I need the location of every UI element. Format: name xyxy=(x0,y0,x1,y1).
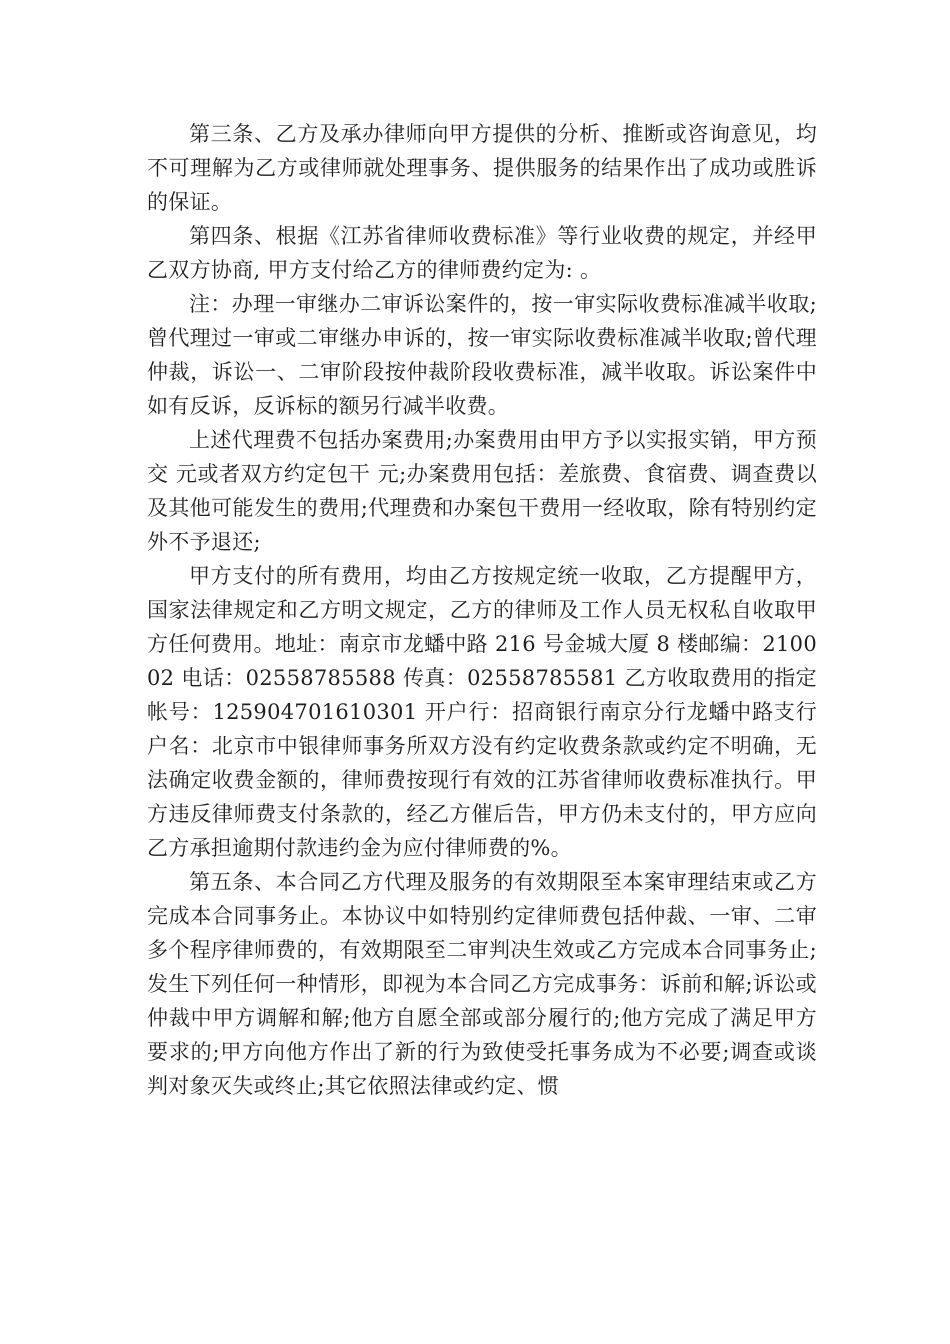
paragraph-article-4: 第四条、根据《江苏省律师收费标准》等行业收费的规定，并经甲乙双方协商, 甲方支付给乙方的律师费约定为: 。 xyxy=(147,224,817,282)
paragraph-article-5: 第五条、本合同乙方代理及服务的有效期限至本案审理结束或乙方完成本合同事务止。本协议中如特别约定律师费包括仲裁、一审、二审多个程序律师费的，有效期限至二审判决生效或乙方完成本合同事务止;发生下列任何一种情形，即视为本合同乙方完成事务：诉前和解;诉讼或仲裁中甲方调解和解;他方自愿全部或部分履行的;他方完成了满足甲方要求的;甲方向他方作出了新的行为致使受托事务成为不必要;调查或谈判对象灭失或终止;其它依照法律或约定、惯 xyxy=(147,870,817,1098)
paragraph-fee-collection: 甲方支付的所有费用，均由乙方按规定统一收取，乙方提醒甲方，国家法律规定和乙方明文规定，乙方的律师及工作人员无权私自收取甲方任何费用。地址：南京市龙蟠中路 216 号金城大厦 8 楼邮编：210002 电话：02558785588 传真：02558785581 乙方收取费用的指定帐号：125904701610301 开户行：招商银行南京分行龙蟠中路支行户名：北京市中银律师事务所双方没有约定收费条款或约定不明确，无法确定收费金额的，律师费按现行有效的江苏省律师收费标准执行。甲方违反律师费支付条款的，经乙方催后告，甲方仍未支付的，甲方应向乙方承担逾期付款违约金为应付律师费的%。 xyxy=(147,564,817,860)
paragraph-case-expenses: 上述代理费不包括办案费用;办案费用由甲方予以实报实销，甲方预交 元或者双方约定包干 元;办案费用包括：差旅费、食宿费、调查费以及其他可能发生的费用;代理费和办案包干费用一经收取，除有特别约定外不予退还; xyxy=(147,428,817,554)
document-body xyxy=(147,117,817,1103)
paragraph-note: 注：办理一审继办二审诉讼案件的，按一审实际收费标准减半收取;曾代理过一审或二审继办申诉的，按一审实际收费标准减半收取;曾代理仲裁，诉讼一、二审阶段按仲裁阶段收费标准，减半收取。诉讼案件中如有反诉，反诉标的额另行减半收费。 xyxy=(147,292,817,418)
paragraph-article-3: 第三条、乙方及承办律师向甲方提供的分析、推断或咨询意见，均不可理解为乙方或律师就处理事务、提供服务的结果作出了成功或胜诉的保证。 xyxy=(147,122,817,214)
